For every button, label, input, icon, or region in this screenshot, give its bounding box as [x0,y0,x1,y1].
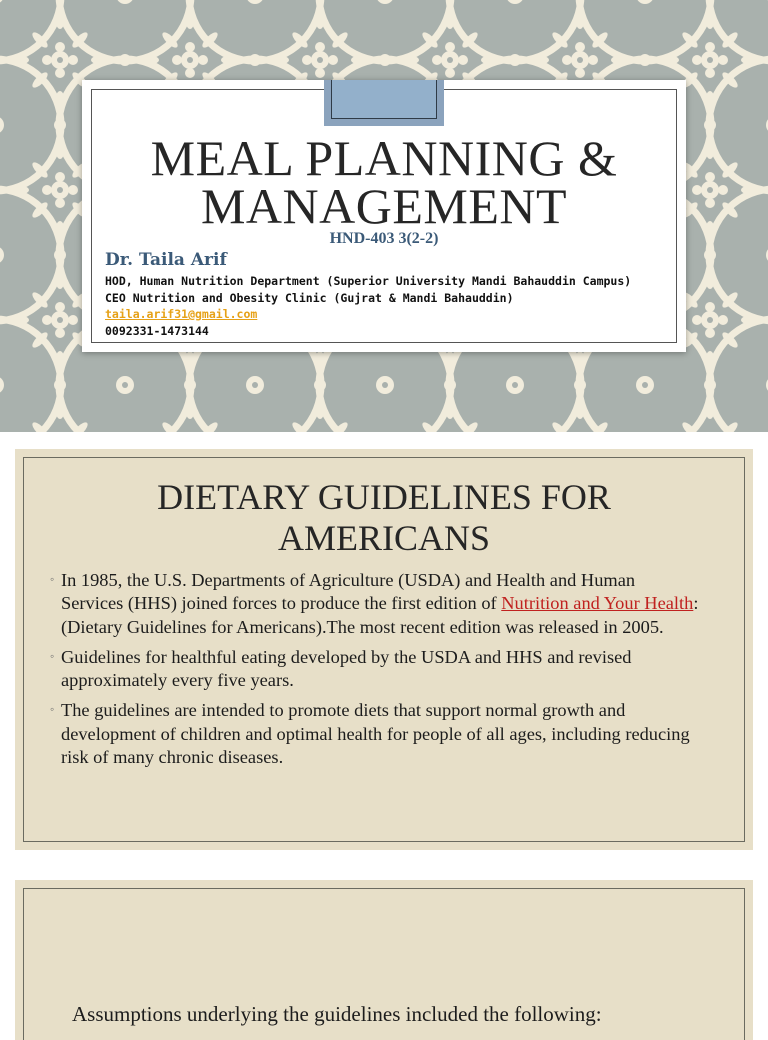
bullet-list [50,569,700,776]
title-slide [0,0,768,432]
bullet-marker-icon: ◦ [50,648,55,663]
bullet-text: In 1985, the U.S. Departments of Agriculture (USDA) and Health and Human Services (HHS) joined forces to produce the first edition of [61,570,636,614]
slide-title-line-1: DIETARY GUIDELINES FOR [157,477,611,517]
bullet-text: The guidelines are intended to promote diets that support normal growth and development of children and optimal health for people of all ages, including reducing risk of many chronic diseases. [61,700,690,768]
guidelines-slide [15,449,753,850]
author-name: Dr. Taila Arif [105,250,227,270]
bullet-item [50,569,700,639]
author-email-link[interactable]: taila.arif31@gmail.com [105,307,258,321]
title-line-1: MEAL PLANNING & [150,130,618,186]
slide-title-line-2: AMERICANS [277,518,491,558]
bullet-text: Guidelines for healthful eating developed by the USDA and HHS and revised approximately every five years. [61,646,632,691]
author-role-hod: HOD, Human Nutrition Department (Superior University Mandi Bahauddin Campus) [105,274,632,288]
author-phone: 0092331-1473144 [105,323,209,338]
bullet-marker-icon: ◦ [50,572,55,586]
slide-title [35,477,733,559]
author-role-ceo: CEO Nutrition and Obesity Clinic (Gujrat & Mandi Bahauddin) [105,290,514,305]
nutrition-and-your-health-link[interactable]: Nutrition and Your Health [501,593,694,614]
bullet-item [50,699,700,769]
bullet-text: : (Dietary Guidelines for Americans).The most recent edition was released in 2005. [61,593,699,637]
accent-tab-inner [331,80,437,119]
bullet-item [50,646,700,693]
title-card [82,80,686,352]
title-line-2: MANAGEMENT [200,178,568,234]
assumptions-slide [15,880,753,1040]
bullet-marker-icon: ◦ [50,702,55,717]
presentation-title [112,130,656,234]
course-code: HND-403 3(2-2) [329,230,439,247]
assumptions-text: Assumptions underlying the guidelines included the following: [72,1002,602,1026]
author-details [105,273,650,339]
